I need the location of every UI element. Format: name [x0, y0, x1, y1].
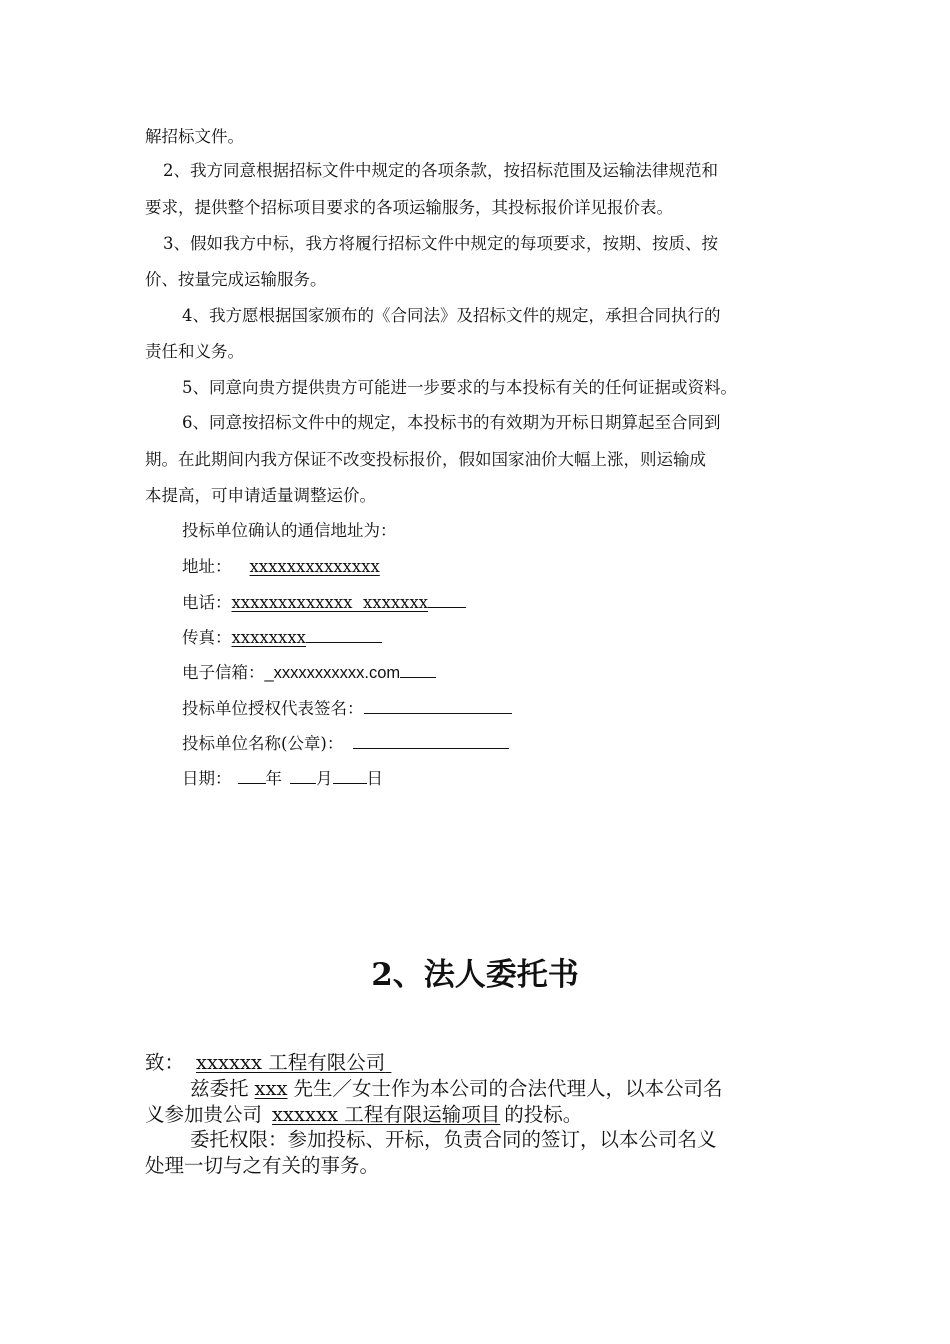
- authority-line-1: 委托权限：参加投标、开标，负责合同的签订，以本公司名义: [190, 1128, 717, 1151]
- body-line: 价、按量完成运输服务。: [145, 270, 327, 289]
- seal-label: 投标单位名称(公章)：: [182, 734, 344, 753]
- agent-name: xxx: [254, 1077, 288, 1100]
- delegation-text: 的投标。: [504, 1103, 583, 1126]
- body-line: 期。在此期间内我方保证不改变投标报价，假如国家油价大幅上涨，则运输成: [145, 450, 706, 469]
- phone-row: [182, 592, 466, 614]
- date-label: 日期：: [182, 769, 232, 788]
- body-line: 2、我方同意根据招标文件中规定的各项条款，按招标范围及运输法律规范和: [163, 161, 718, 180]
- phone-blank: [428, 592, 466, 608]
- delegation-line-2: [145, 1102, 582, 1128]
- phone-value: xxxxxxxxxxxxx xxxxxxx: [231, 593, 429, 612]
- fax-row: [182, 627, 382, 649]
- fax-value: xxxxxxxx: [231, 628, 306, 647]
- address-value: xxxxxxxxxxxxxx: [249, 557, 380, 576]
- phone-label: 电话：: [182, 593, 232, 612]
- email-value: _xxxxxxxxxxx.com: [264, 664, 401, 682]
- fax-blank: [306, 627, 382, 643]
- year-blank[interactable]: [238, 768, 266, 784]
- month-label: 月: [316, 769, 333, 788]
- body-line: 3、假如我方中标，我方将履行招标文件中规定的每项要求，按期、按质、按: [163, 234, 718, 253]
- signature-row: [182, 698, 512, 720]
- to-label: 致：: [145, 1051, 185, 1074]
- seal-row: [182, 733, 509, 755]
- address-intro: 投标单位确认的通信地址为：: [182, 521, 397, 540]
- seal-blank[interactable]: [353, 733, 509, 749]
- body-line: 解招标文件。: [145, 127, 244, 146]
- email-blank: [400, 662, 436, 678]
- date-row: [182, 768, 383, 790]
- day-label: 日: [366, 769, 383, 788]
- address-label: 地址：: [182, 557, 232, 576]
- authority-line-2: 处理一切与之有关的事务。: [145, 1154, 380, 1177]
- to-value: xxxxxx 工程有限公司: [196, 1051, 386, 1074]
- section-title: 2、法人委托书: [371, 957, 579, 993]
- delegation-line-1: [190, 1076, 723, 1102]
- email-label: 电子信箱：: [182, 663, 265, 682]
- body-line: 责任和义务。: [145, 342, 244, 361]
- address-row: [182, 556, 380, 578]
- body-line: 要求，提供整个招标项目要求的各项运输服务，其投标报价详见报价表。: [145, 198, 673, 217]
- body-line: 本提高，可申请适量调整运价。: [145, 486, 376, 505]
- body-line: 5、同意向贵方提供贵方可能进一步要求的与本投标有关的任何证据或资料。: [182, 378, 737, 397]
- body-line: 4、我方愿根据国家颁布的《合同法》及招标文件的规定，承担合同执行的: [182, 306, 721, 325]
- to-row: [145, 1050, 393, 1076]
- body-line: 6、同意按招标文件中的规定，本投标书的有效期为开标日期算起至合同到: [182, 413, 721, 432]
- year-label: 年: [265, 769, 282, 788]
- month-blank[interactable]: [290, 768, 316, 784]
- fax-label: 传真：: [182, 628, 232, 647]
- delegation-text: 先生／女士作为本公司的合法代理人，以本公司名: [293, 1077, 723, 1100]
- project-name: xxxxxx 工程有限运输项目: [272, 1103, 501, 1126]
- day-blank[interactable]: [333, 768, 367, 784]
- signature-blank[interactable]: [364, 698, 512, 714]
- signature-label: 投标单位授权代表签名：: [182, 699, 364, 718]
- email-row: [182, 662, 436, 684]
- delegation-text: 义参加贵公司: [145, 1103, 263, 1126]
- delegation-text: 兹委托: [190, 1077, 249, 1100]
